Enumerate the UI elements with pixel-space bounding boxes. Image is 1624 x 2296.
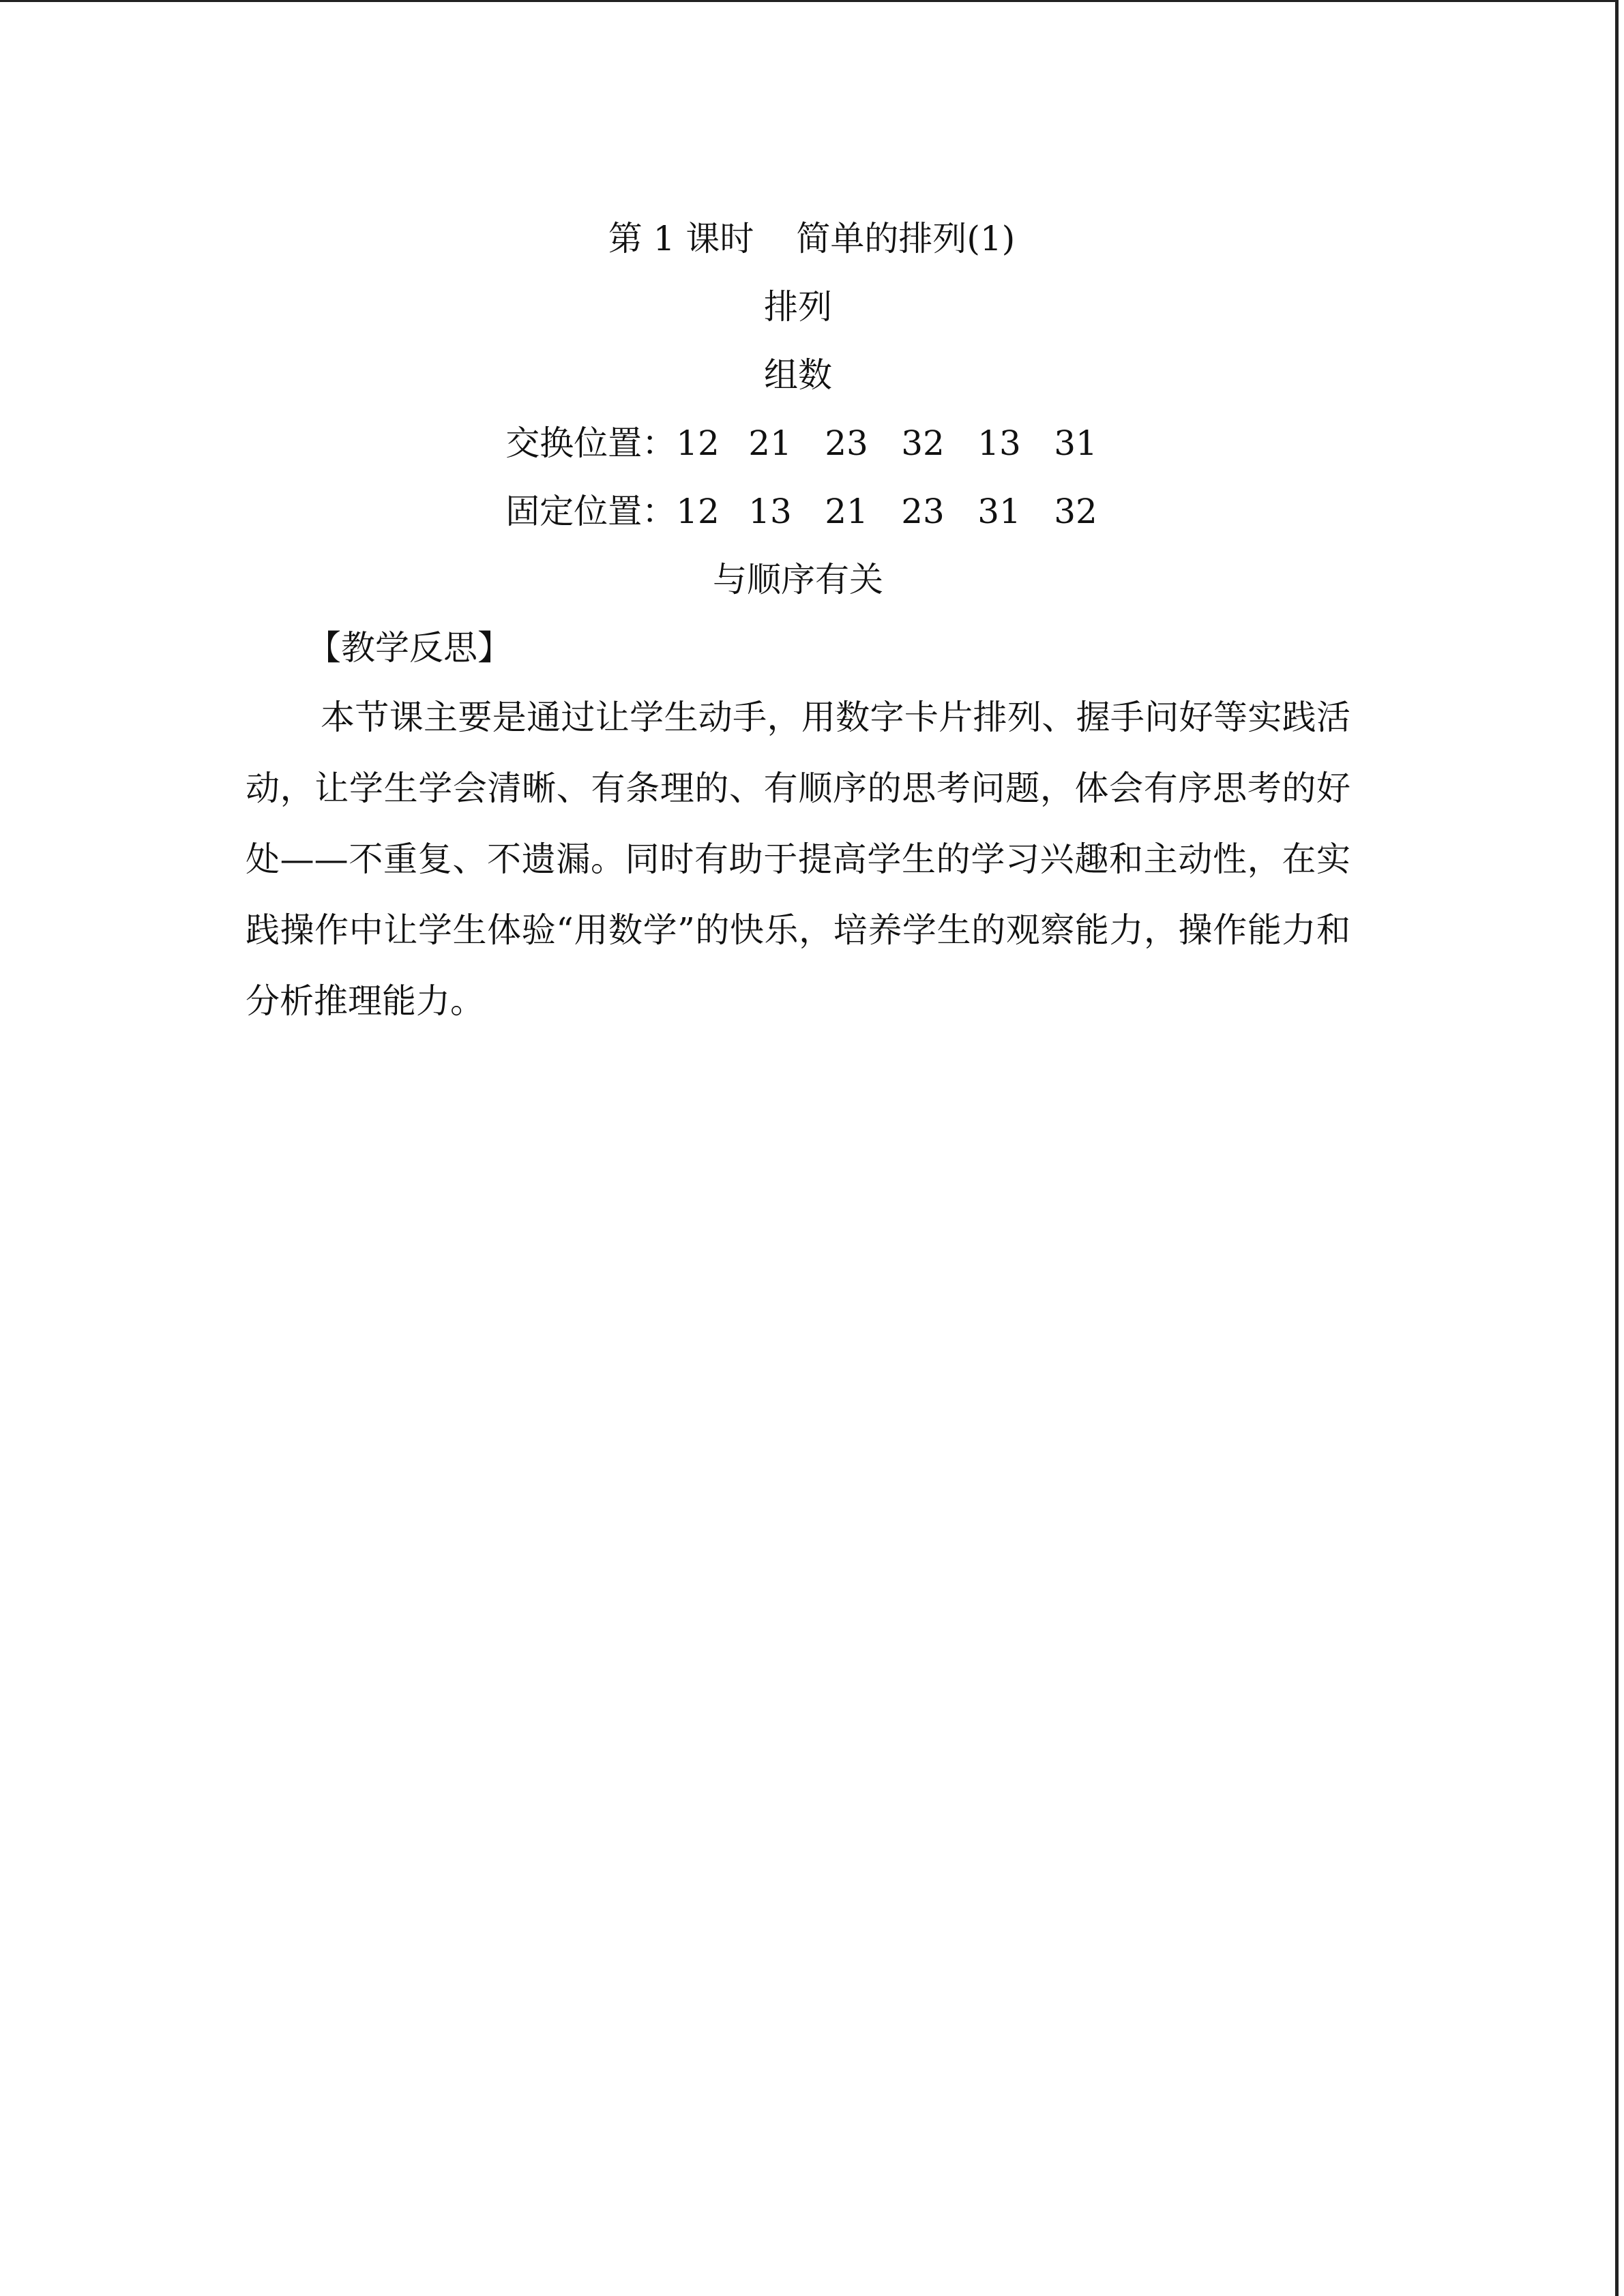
fixed-number: 21 [825, 492, 868, 531]
exchange-number: 32 [901, 423, 945, 463]
exchange-number: 23 [825, 423, 868, 463]
fixed-position-label: 固定位置： [505, 492, 677, 531]
fixed-number: 23 [901, 492, 945, 531]
exchange-number: 13 [977, 423, 1021, 463]
fixed-number: 32 [1054, 492, 1097, 531]
board-line-permutation: 排列 [764, 287, 832, 327]
fixed-number: 13 [748, 492, 792, 531]
lesson-title [259, 205, 1364, 273]
board-line-form-numbers: 组数 [764, 355, 832, 395]
exchange-number: 21 [748, 423, 792, 463]
lesson-number: 第 1 课时 [608, 219, 754, 258]
fixed-number: 12 [676, 492, 720, 531]
fixed-position-row [249, 477, 1354, 546]
document-body [246, 205, 1350, 1037]
reflection-paragraph: 本节课主要是通过让学生动手，用数字卡片排列、握手问好等实践活动，让学生学会清晰、有条理的、有顺序的思考问题，体会有序思考的好处——不重复、不遗漏。同时有助于提高学生的学习兴趣和主动性，在实践操作中让学生体验“用数学”的快乐，培养学生的观察能力，操作能力和分析推理能力。 [246, 698, 1350, 1021]
exchange-number: 12 [676, 423, 720, 463]
exchange-position-row [249, 409, 1354, 477]
exchange-number: 31 [1054, 423, 1097, 463]
lesson-topic: 简单的排列(1) [796, 219, 1016, 258]
fixed-number: 31 [977, 492, 1021, 531]
reflection-heading: 【教学反思】 [307, 628, 512, 668]
board-conclusion: 与顺序有关 [713, 560, 883, 599]
exchange-position-label: 交换位置： [505, 423, 677, 463]
